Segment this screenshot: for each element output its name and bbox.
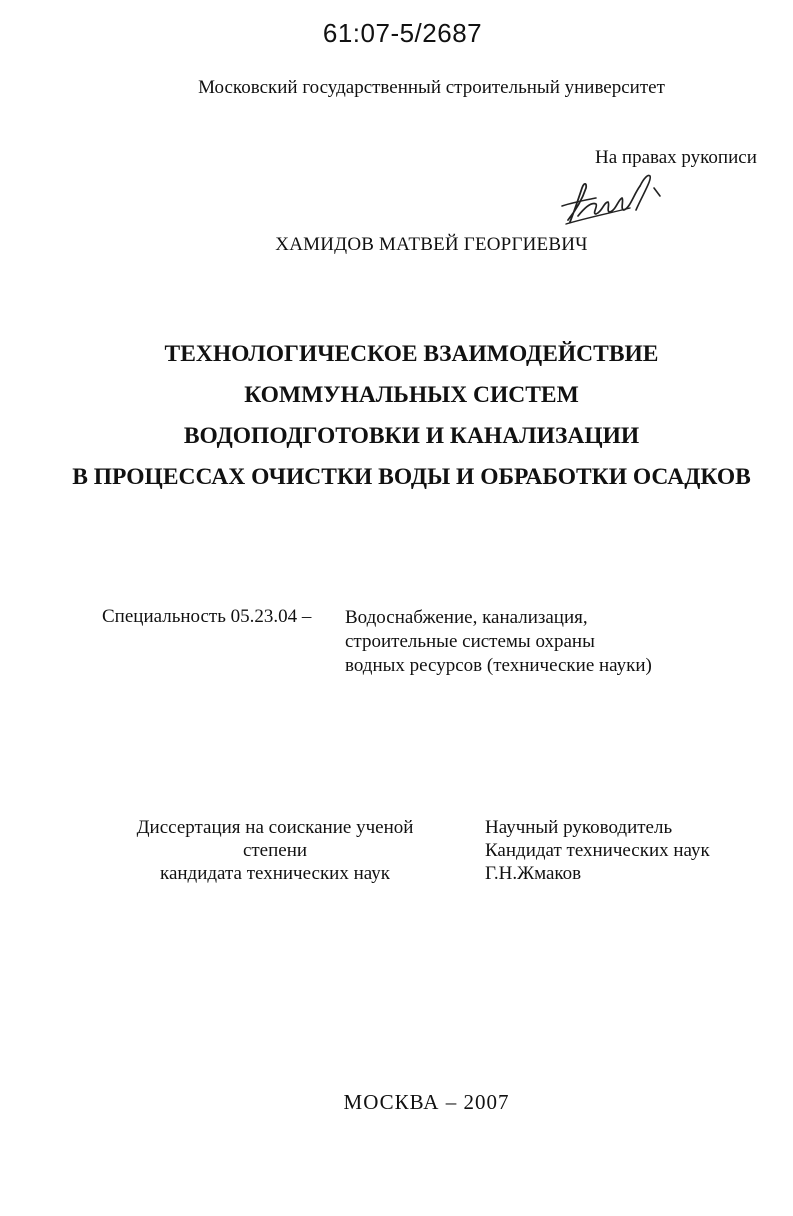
- manuscript-rights: На правах рукописи: [595, 147, 757, 168]
- degree-line: Диссертация на соискание ученой: [136, 817, 414, 838]
- advisor-line: Г.Н.Жмаков: [485, 863, 582, 884]
- university-name: Московский государственный строительный университет: [198, 77, 665, 98]
- dissertation-degree: [120, 816, 430, 885]
- specialty-line: водных ресурсов (технические науки): [345, 655, 652, 676]
- degree-line: степени: [242, 840, 308, 861]
- author-name: ХАМИДОВ МАТВЕЙ ГЕОРГИЕВИЧ: [275, 234, 588, 255]
- title-line: КОММУНАЛЬНЫХ СИСТЕМ: [244, 382, 579, 408]
- advisor-line: Научный руководитель: [485, 817, 673, 838]
- dissertation-title: [0, 334, 793, 498]
- specialty-line: строительные системы охраны: [345, 631, 595, 652]
- specialty-description: [345, 606, 652, 678]
- city-year: МОСКВА – 2007: [343, 1090, 510, 1114]
- scientific-advisor: [485, 816, 710, 885]
- specialty-line: Водоснабжение, канализация,: [345, 607, 588, 628]
- catalog-number: 61:07-5/2687: [322, 18, 483, 48]
- title-line: В ПРОЦЕССАХ ОЧИСТКИ ВОДЫ И ОБРАБОТКИ ОСАДКОВ: [72, 464, 751, 490]
- title-line: ВОДОПОДГОТОВКИ И КАНАЛИЗАЦИИ: [183, 423, 640, 449]
- advisor-line: Кандидат технических наук: [485, 840, 710, 861]
- specialty-label: Специальность 05.23.04 –: [102, 606, 312, 627]
- title-line: ТЕХНОЛОГИЧЕСКОЕ ВЗАИМОДЕЙСТВИЕ: [164, 341, 659, 367]
- signature-icon: [556, 166, 666, 230]
- degree-line: кандидата технических наук: [160, 863, 390, 884]
